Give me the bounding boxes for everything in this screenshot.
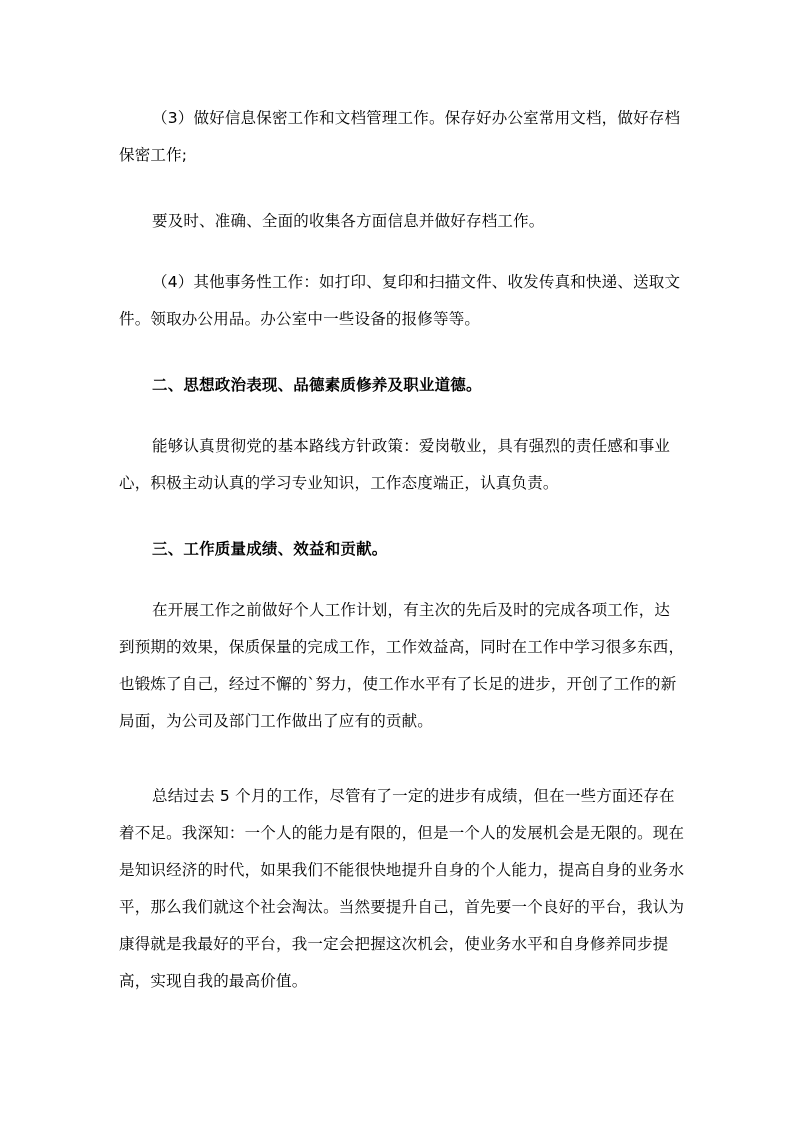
paragraph-other-duties: （4）其他事务性工作：如打印、复印和扫描文件、收发传真和快递、送取文件。领取办公用品。办公室中一些设备的报修等等。	[119, 273, 681, 328]
paragraph-information-collection: 要及时、准确、全面的收集各方面信息并做好存档工作。	[152, 212, 545, 230]
paragraph-summary: 总结过去 5 个月的工作，尽管有了一定的进步有成绩，但在一些方面还存在着不足。我深知：一个人的能力是有限的，但是一个人的发展机会是无限的。现在是知识经济的时代，如果我们不能很快地提升自身的个人能力，提高自身的业务水平，那么我们就这个社会淘汰。当然要提升自己，首先要一个良好的平台，我认为康得就是我最好的平台，我一定会把握这次机会，使业务水平和自身修养同步提高，实现自我的最高价值。	[119, 787, 685, 990]
section-heading-political-ethics: 二、思想政治表现、品德素质修养及职业道德。	[152, 376, 482, 394]
paragraph-confidentiality-duty: （3）做好信息保密工作和文档管理工作。保存好办公室常用文档，做好存档保密工作;	[119, 109, 681, 164]
paragraph-work-quality: 在开展工作之前做好个人工作计划，有主次的先后及时的完成各项工作，达到预期的效果，保质保量的完成工作，工作效益高，同时在工作中学习很多东西，也锻炼了自己，经过不懈的`努力，使工作水平有了长足的进步，开创了工作的新局面，为公司及部门工作做出了应有的贡献。	[119, 601, 685, 730]
section-heading-work-quality: 三、工作质量成绩、效益和贡献。	[152, 540, 388, 558]
paragraph-political-ethics: 能够认真贯彻党的基本路线方针政策：爱岗敬业，具有强烈的责任感和事业心，积极主动认真的学习专业知识，工作态度端正，认真负责。	[119, 437, 671, 492]
